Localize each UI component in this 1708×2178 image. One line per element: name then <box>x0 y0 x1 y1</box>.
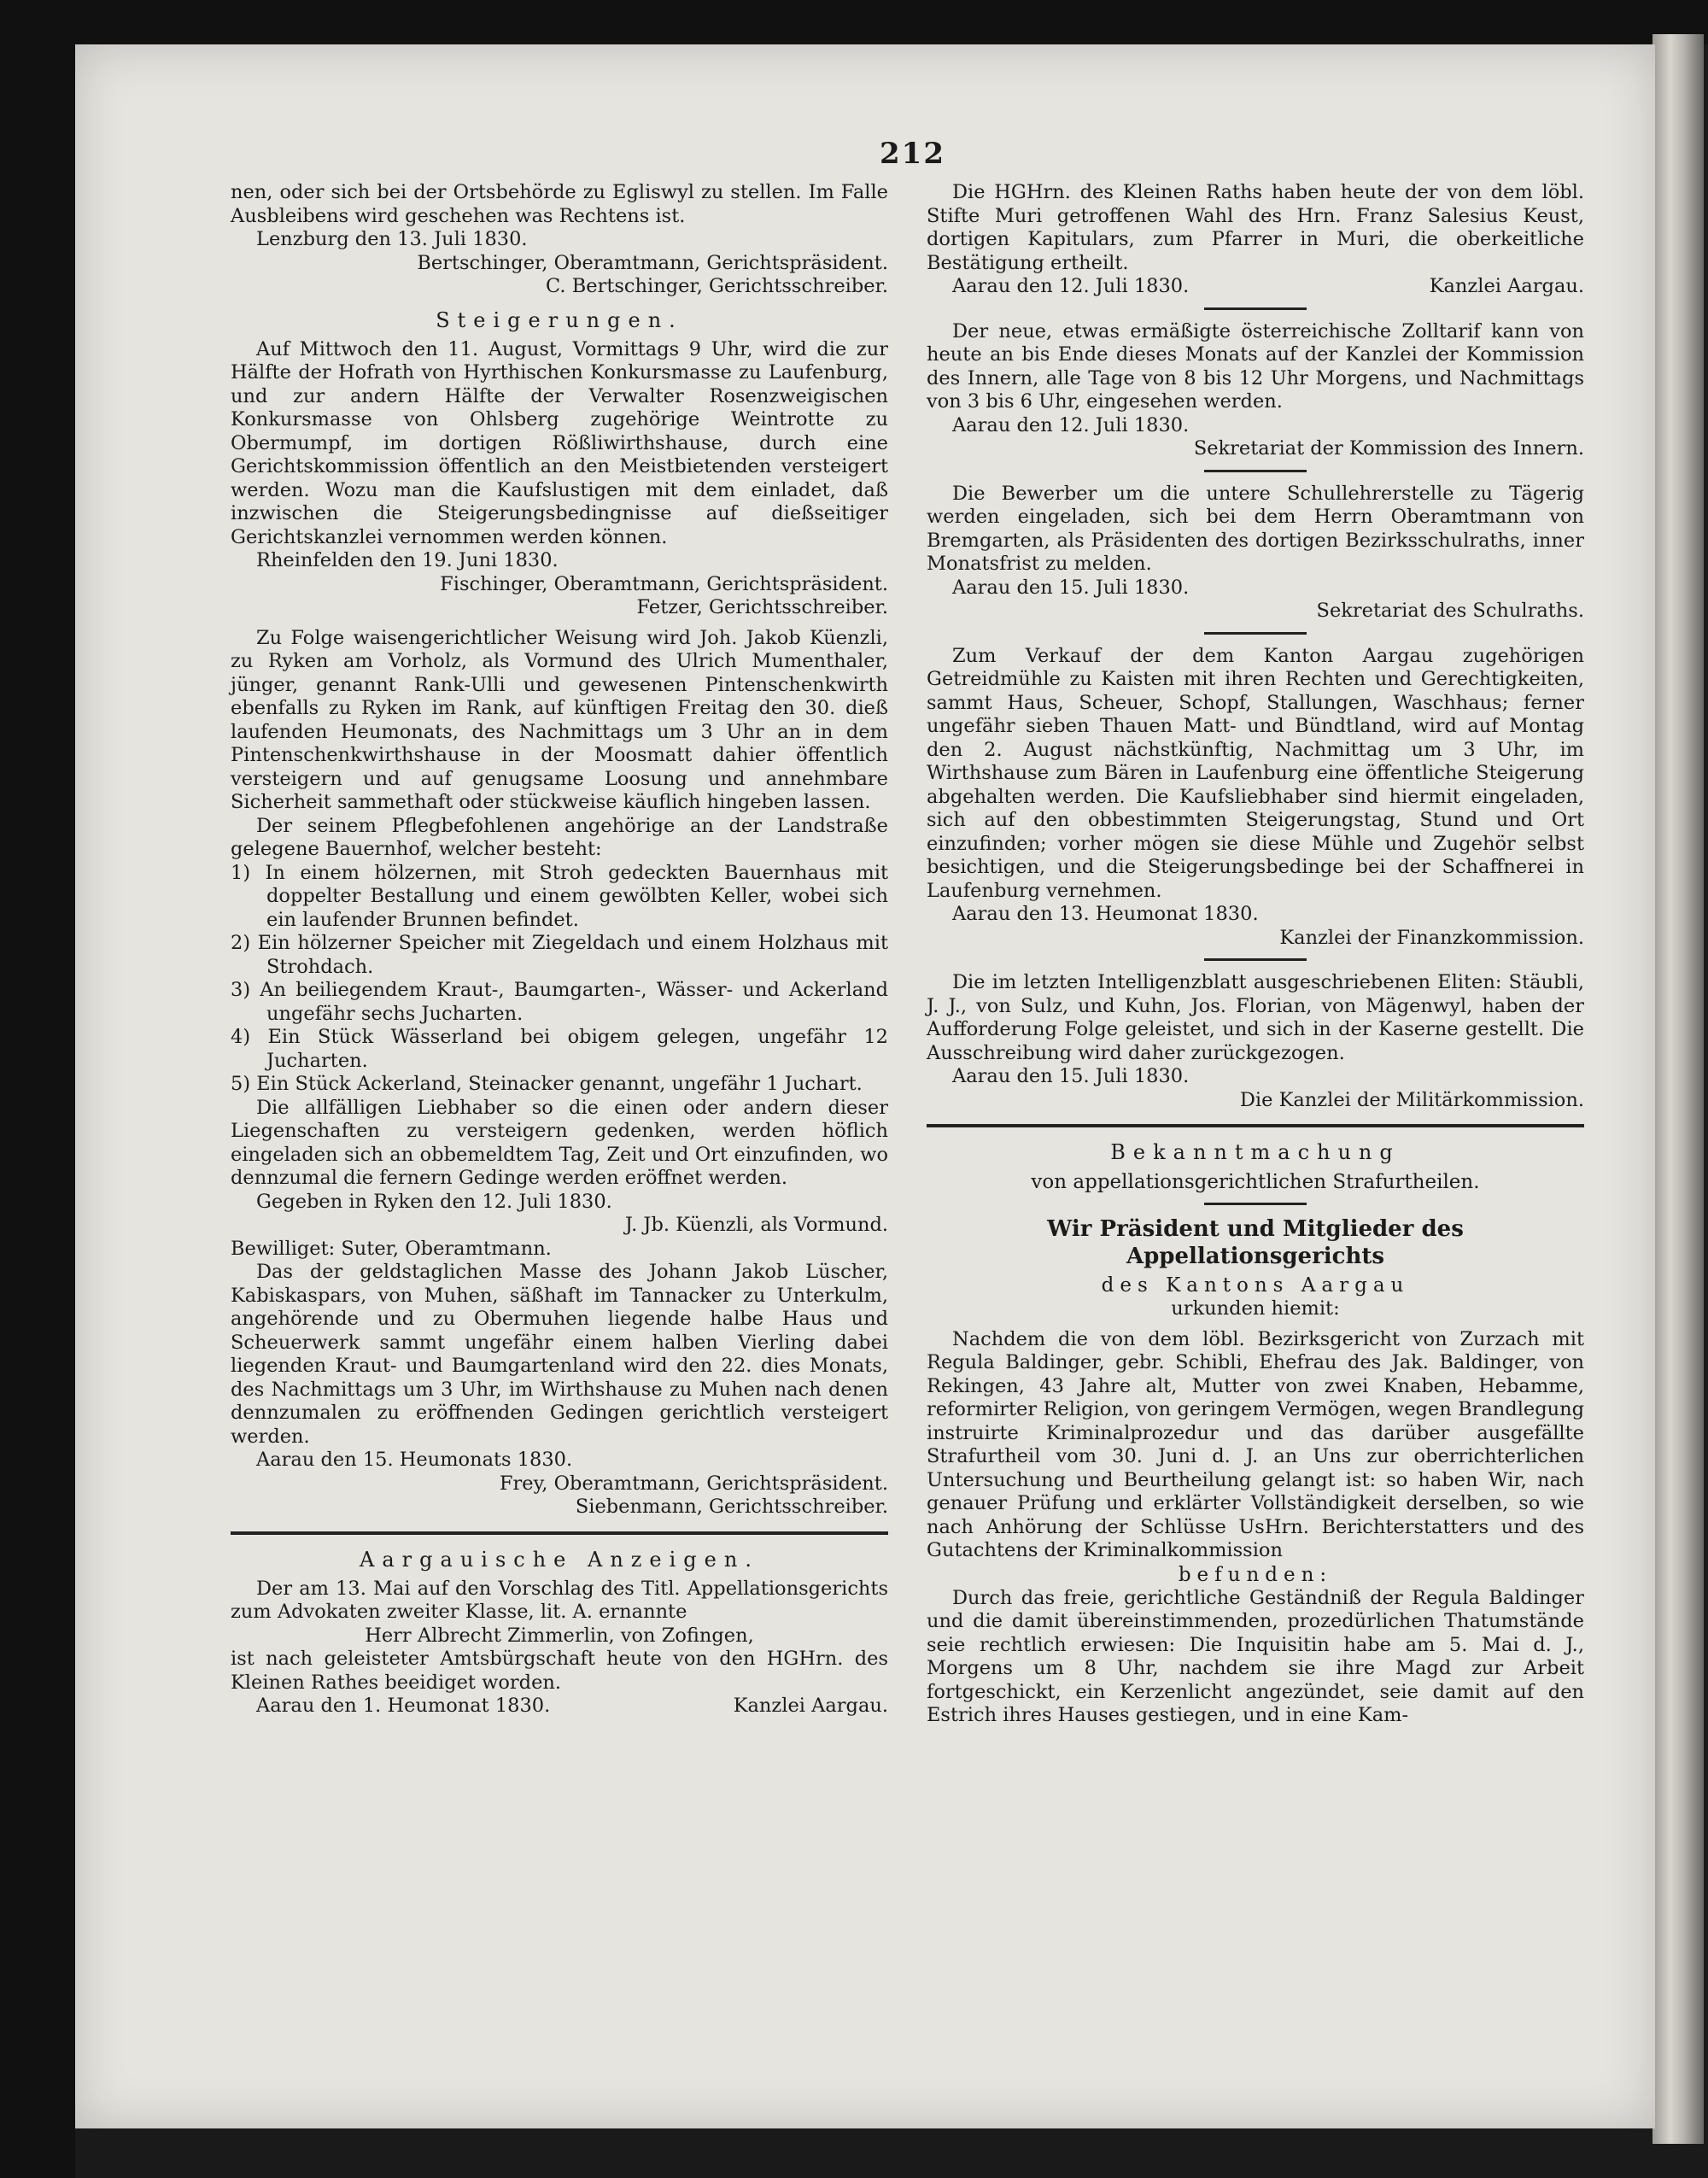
scan-border-top <box>0 0 1708 44</box>
date-line: Aarau den 15. Heumonats 1830. <box>256 1449 573 1471</box>
divider <box>1204 632 1307 635</box>
section-heading: Bekanntmachung <box>1110 1140 1401 1164</box>
declaration-line: des Kantons Aargau <box>1101 1274 1410 1297</box>
paragraph: Auf Mittwoch den 11. August, Vormittags 9 Uhr, wird die zur Hälfte der Hofrath von Hyrthischen Konkursmasse zu Laufenburg, und zur andern Hälfte der Verwalter Rosenzweigischen Konkursmasse von Ohlsberg zugehörige Weintrotte zu Obermumpf, im dortigen Rößliwirthshause, durch eine Gerichtskommission öffentlich an den Meistbietenden versteigert werden. Wozu man die Kaufslustigen mit dem einladet, daß inzwischen die Steigerungsbedingnisse auf dießseitiger Gerichtskanzlei vernommen werden können. <box>231 337 888 548</box>
signature: Die Kanzlei der Militärkommission. <box>1239 1088 1584 1111</box>
approval-line: Bewilliget: Suter, Oberamtmann. <box>231 1237 552 1260</box>
section-heading: Steigerungen. <box>436 307 683 332</box>
signature: Kanzlei Aargau. <box>733 1695 888 1717</box>
date-line: Aarau den 1. Heumonat 1830. <box>256 1695 551 1717</box>
date-line: Lenzburg den 13. Juli 1830. <box>256 228 528 250</box>
signature: Sekretariat des Schulraths. <box>1316 600 1584 622</box>
signature: Fischinger, Oberamtmann, Gerichtspräsident. <box>440 572 888 595</box>
date-line: Aarau den 12. Juli 1830. <box>952 275 1190 297</box>
date-signature-row <box>231 1695 888 1718</box>
signature: C. Bertschinger, Gerichtsschreiber. <box>546 275 888 297</box>
list-item: 1) In einem hölzernen, mit Stroh gedeckten Bauernhaus mit doppelter Bestallung und einem gewölbten Keller, wobei sich ein laufender Brunnen befindet. <box>231 861 888 931</box>
section-divider <box>231 1531 888 1535</box>
divider <box>1204 1203 1307 1205</box>
section-subheading: von appellationsgerichtlichen Strafurtheilen. <box>1031 1171 1480 1193</box>
paragraph: Zu Folge waisengerichtlicher Weisung wird Joh. Jakob Küenzli, zu Ryken am Vorholz, als Vormund des Ulrich Mumenthaler, jünger, genannt Rank-Ulli und gewesenen Pintenschenkwirth ebenfalls zu Ryken im Rank, auf künftigen Freitag den 30. dieß laufenden Heumonats, des Nachmittags um 3 Uhr an in dem Pintenschenkwirthshause in der Moosmatt dahier öffentlich versteigern und auf genugsame Loosung und annehmbare Sicherheit sammethaft oder stückweise käuflich hingeben lassen. <box>231 626 888 813</box>
paragraph: Der am 13. Mai auf den Vorschlag des Titl. Appellationsgerichts zum Advokaten zweiter Klasse, lit. A. ernannte <box>231 1577 888 1623</box>
paragraph: Die allfälligen Liebhaber so die einen oder andern dieser Liegenschaften zu versteigern gedenken, werden höflich eingeladen sich an obbemeldtem Tag, Zeit und Ort einzufinden, wo dennzumal die fernern Gedinge werden eröffnet werden. <box>231 1096 888 1189</box>
paragraph: Nachdem die von dem löbl. Bezirksgericht von Zurzach mit Regula Baldinger, gebr. Schibli, Ehefrau des Jak. Baldinger, von Rekingen, 43 Jahre alt, Mutter von zwei Knaben, Hebamme, reformirter Religion, von geringem Vermögen, wegen Brandlegung instruirte Kriminalprozedur und das darüber ausgefällte Strafurtheil vom 30. Juni d. J. an Uns zur oberrichterlichen Untersuchung und Beurtheilung gelangt ist: so haben Wir, nach genauer Prüfung und erklärter Vollständigkeit derselben, so wie nach Anhörung der Schlüsse UsHrn. Berichterstatters und des Gutachtens der Kriminalkommission <box>927 1327 1584 1561</box>
page-number: 212 <box>880 137 945 171</box>
signature: Fetzer, Gerichtsschreiber. <box>636 596 888 618</box>
date-line: Rheinfelden den 19. Juni 1830. <box>256 549 559 571</box>
section-heading: Aargauische Anzeigen. <box>360 1547 759 1572</box>
paragraph: Das der geldstaglichen Masse des Johann Jakob Lüscher, Kabiskaspars, von Muhen, säßhaft im Tannacker zu Unterkulm, angehörende und zu Obermuhen liegende halbe Haus und Scheuerwerk sammt ungefähr einem halben Vierling dabei liegenden Kraut- und Baumgartenland wird den 22. dies Monats, des Nachmittags um 3 Uhr, im Wirthshause zu Muhen nach denen dennzumalen zu eröffnenden Gedingen gerichtlich versteigert werden. <box>231 1261 888 1448</box>
paragraph: Die Bewerber um die untere Schullehrerstelle zu Tägerig werden eingeladen, sich bei dem Herrn Oberamtmann von Bremgarten, als Präsidenten des dortigen Bezirksschulraths, inner Monatsfrist zu melden. <box>927 482 1584 575</box>
book-spine <box>1652 34 1704 2144</box>
list-item: 2) Ein hölzerner Speicher mit Ziegeldach und einem Holzhaus mit Strohdach. <box>231 932 888 978</box>
paragraph: Der neue, etwas ermäßigte österreichische Zolltarif kann von heute an bis Ende dieses Monats auf der Kanzlei der Kommission des Innern, alle Tage von 8 bis 12 Uhr Morgens, und Nachmittags von 3 bis 6 Uhr, eingesehen werden. <box>927 319 1584 413</box>
signature: Kanzlei der Finanzkommission. <box>1279 926 1584 949</box>
befunden-heading: befunden: <box>1178 1563 1333 1586</box>
paragraph: Der seinem Pflegbefohlenen angehörige an der Landstraße gelegene Bauernhof, welcher besteht: <box>231 814 888 860</box>
declaration-line: urkunden hiemit: <box>1171 1297 1340 1320</box>
signature: Frey, Oberamtmann, Gerichtspräsident. <box>499 1472 888 1495</box>
left-column <box>231 181 888 1718</box>
divider <box>1204 958 1307 961</box>
signature: Bertschinger, Oberamtmann, Gerichtspräsident. <box>417 251 888 274</box>
list-item: 5) Ein Stück Ackerland, Steinacker genannt, ungefähr 1 Juchart. <box>231 1073 863 1095</box>
paragraph: nen, oder sich bei der Ortsbehörde zu Egliswyl zu stellen. Im Falle Ausbleibens wird geschehen was Rechtens ist. <box>231 181 888 227</box>
paragraph: ist nach geleisteter Amtsbürgschaft heute von den HGHrn. des Kleinen Rathes beeidiget worden. <box>231 1648 888 1694</box>
date-line: Gegeben in Ryken den 12. Juli 1830. <box>256 1190 612 1213</box>
paragraph: Zum Verkauf der dem Kanton Aargau zugehörigen Getreidmühle zu Kaisten mit ihren Rechten und Gerechtigkeiten, sammt Haus, Scheuer, Schopf, Stallungen, Waschhaus; ferner ungefähr sieben Thauen Matt- und Bündtland, wird auf Montag den 2. August nächstkünftig, Nachmittag um 3 Uhr, im Wirthshause zum Bären in Laufenburg eine öffentliche Steigerung abgehalten werden. Die Kaufsliebhaber sind hiermit eingeladen, sich auf den obbestimmten Steigerungstag, Stund und Ort einzufinden; vorher mögen sie diese Mühle und Zugehör selbst besichtigen, und die Steigerungsbedinge bei der Schaffnerei in Laufenburg vernehmen. <box>927 644 1584 902</box>
date-line: Aarau den 15. Juli 1830. <box>952 1065 1190 1087</box>
signature: J. Jb. Küenzli, als Vormund. <box>624 1214 888 1236</box>
list-item: 4) Ein Stück Wässerland bei obigem gelegen, ungefähr 12 Jucharten. <box>231 1026 888 1072</box>
date-signature-row <box>927 275 1584 299</box>
signature: Sekretariat der Kommission des Innern. <box>1193 437 1584 460</box>
paragraph: Durch das freie, gerichtliche Geständniß der Regula Baldinger und die damit übereinstimmenden, prozedürlichen Thatumstände seie rechtlich erwiesen: Die Inquisitin habe am 5. Mai d. J., Morgens um 8 Uhr, nachdem sie ihre Magd zur Arbeit fortgeschickt, ein Kerzenlicht angezündet, seie damit auf den Estrich ihres Hauses gestiegen, und in eine Kam- <box>927 1586 1584 1726</box>
divider <box>1204 470 1307 472</box>
list-item: 3) An beiliegendem Kraut-, Baumgarten-, Wässer- und Ackerland ungefähr sechs Jucharten. <box>231 979 888 1025</box>
signature: Siebenmann, Gerichtsschreiber. <box>575 1496 888 1518</box>
divider <box>1204 307 1307 310</box>
signature: Kanzlei Aargau. <box>1429 275 1584 297</box>
paragraph: Die im letzten Intelligenzblatt ausgeschriebenen Eliten: Stäubli, J. J., von Sulz, und Kuhn, Jos. Florian, von Mägenwyl, haben der Aufforderung Folge geleistet, und sich in der Kaserne gestellt. Die Ausschreibung wird daher zurückgezogen. <box>927 971 1584 1064</box>
section-divider <box>927 1124 1584 1127</box>
name-line: Herr Albrecht Zimmerlin, von Zofingen, <box>365 1624 754 1647</box>
date-line: Aarau den 12. Juli 1830. <box>952 413 1190 436</box>
date-line: Aarau den 15. Juli 1830. <box>952 576 1190 599</box>
scan-border-left <box>0 0 75 2178</box>
declaration-heading: Wir Präsident und Mitglieder des Appellationsgerichts <box>1047 1216 1464 1269</box>
date-line: Aarau den 13. Heumonat 1830. <box>952 903 1259 925</box>
paragraph: Die HGHrn. des Kleinen Raths haben heute der von dem löbl. Stifte Muri getroffenen Wahl des Hrn. Franz Salesius Keust, dortigen Kapitulars, zum Pfarrer in Muri, die oberkeitliche Bestätigung ertheilt. <box>927 181 1584 274</box>
right-column <box>927 181 1584 1728</box>
